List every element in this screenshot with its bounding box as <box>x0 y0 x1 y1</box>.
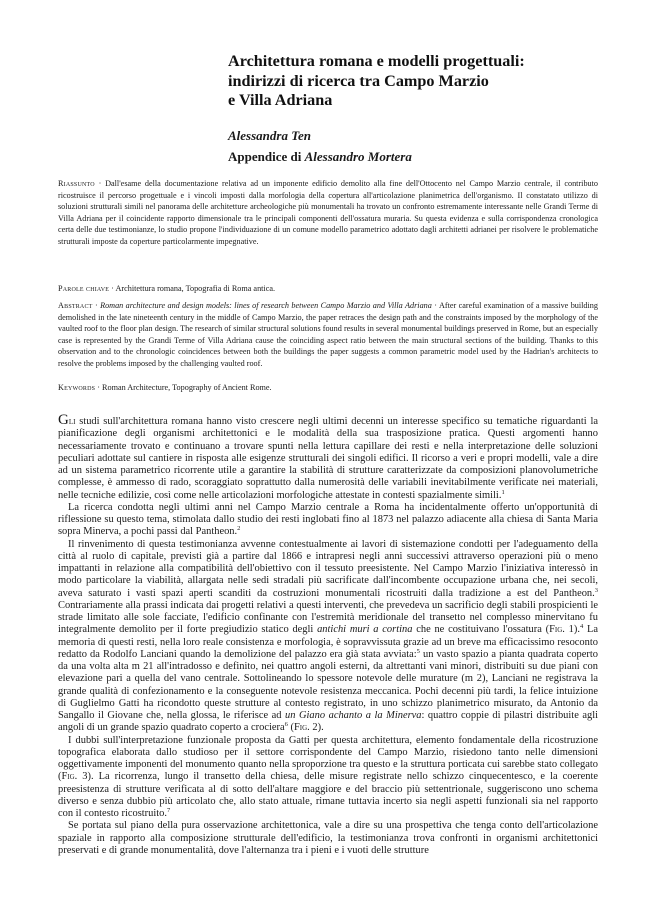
parole-chiave-separator: · <box>109 284 116 293</box>
body-paragraph-5 <box>58 820 598 857</box>
keywords-paragraph <box>58 382 598 394</box>
paragraph-3-text-b: Contrariamente alla prassi indicata dai progetti relativi a questi interventi, che prevedeva un sacrificio degli stabili prospicienti le strade limitato alle sole facciate, l'edificio confinante con l'estremità meridionale del transetto nel complesso minervitano fu integralmente demolito per il forte pregiudizio statico degli <box>58 599 598 636</box>
drop-cap: G <box>58 412 69 428</box>
paragraph-3-text-a: Il rinvenimento di questa testimonianza avvenne contestualmente ai lavori di sistemazione condotti per l'adeguamento della città al ruolo di capitale, previsti già a partire dal 1866 e intrapresi negli anni successivi attraverso operazioni più o meno impattanti in relazione alla compatibilità dell'obiettivo con il tessuto preesistente. Nel Campo Marzio l'iniziativa interessò in modo particolare la viabilità, allargata nelle sedi stradali più sacrificate dall'incombente occupazione urbana che, nei secoli, aveva saturato i vasti spazi aperti scanditi da costruzioni monumentali ricostruiti dalla tradizione a est del Pantheon. <box>58 538 598 599</box>
paragraph-3-text-d: ). <box>573 624 580 636</box>
body-paragraph-4 <box>58 735 598 821</box>
keywords-separator: · <box>95 383 103 392</box>
abstract-section <box>58 300 598 370</box>
keywords-label: Keywords <box>58 383 96 392</box>
author-name: Alessandra Ten <box>228 127 311 143</box>
keywords-text: Roman Architecture, Topography of Ancient Rome. <box>102 383 272 392</box>
footnote-ref-7[interactable]: 7 <box>167 807 171 814</box>
appendix-author: Alessandro Mortera <box>304 148 412 164</box>
paragraph-4-text-b: ). La ricorrenza, lungo il transetto della chiesa, delle misure registrate nello schizzo cinquecentesco, e la coerente preesistenza di strutture verificata al di sotto dell'altare maggiore e del braccio più settentrionale, suggeriscono uno schema diverso e senza dubbio più articolato che, allo stato attuale, rimane tuttavia incerto sia negli aspetti funzionali sia nel rapporto con il contesto ricostruito. <box>58 771 598 819</box>
footnote-ref-4[interactable]: 4 <box>579 623 584 631</box>
abstract-label: Abstract <box>58 301 93 310</box>
riassunto-separator: · <box>94 179 106 188</box>
body-text <box>58 414 598 857</box>
abstract-separator: · <box>92 301 101 310</box>
title-line-2: indirizzi di ricerca tra Campo Marzio <box>228 71 489 90</box>
appendix-prefix: Appendice di <box>228 148 305 164</box>
paragraph-3-text-e: La memoria di questi resti, nella loro reale consistenza e morfologia, è sopravvissuta grazie ad un breve ma efficacissimo resoconto redatto da Rodolfo Lanciani quando la demolizione del palazzo era già stata avviata: <box>58 624 599 660</box>
parole-chiave-section <box>58 283 598 295</box>
paragraph-3-text-g: : quattro coppie di pilastri distribuite agli angoli di un grande spazio quadrato coperto a crociera <box>58 710 598 734</box>
riassunto-paragraph <box>58 178 598 248</box>
paragraph-5-text: Se portata sul piano della pura osservazione architettonica, vale a dire su una prospettiva che tenga conto dell'articolazione spaziale in rapporto alla composizione strutturale dell'edificio, la testimonianza trova confronti in organismi architettonici preservati e di grande monumentalità, dove l'alternanza tra i pieni e i vuoti delle strutture <box>58 820 598 856</box>
title-line-1: Architettura romana e modelli progettuali: <box>228 52 525 70</box>
title-block <box>228 52 608 165</box>
parole-chiave-paragraph <box>58 283 598 295</box>
abstract-title: Roman architecture and design models: lines of research between Campo Marzio and Villa Adriana <box>100 301 432 310</box>
body-paragraph-1 <box>58 414 598 502</box>
quoted-phrase-giano: un Giano achanto a la Minerva <box>285 710 422 721</box>
footnote-ref-6[interactable]: 6 <box>284 721 288 729</box>
body-paragraph-3 <box>58 539 598 735</box>
figure-ref-3[interactable]: Fig. 3 <box>61 771 88 783</box>
footnote-ref-3[interactable]: 3 <box>594 586 598 594</box>
paragraph-3-text-h: ( <box>287 722 294 734</box>
paragraph-2-text: La ricerca condotta negli ultimi anni nel Campo Marzio centrale a Roma ha incidentalmente offerto un'opportunità di riflessione su questo tema, stimolata dallo studio dei resti inglobati fino al 1873 nel palazzo adiacente alla chiesa di Santa Maria sopra Minerva, a pochi passi dal Pantheon. <box>58 501 598 538</box>
figure-ref-2[interactable]: Fig. 2 <box>293 722 318 734</box>
footnote-ref-2[interactable]: 2 <box>237 525 241 533</box>
title-line-3: e Villa Adriana <box>228 91 333 109</box>
opening-small-caps: li <box>68 416 76 427</box>
article-title <box>228 52 608 111</box>
paragraph-3-text-c: che ne costituivano l'ossatura ( <box>412 624 550 636</box>
riassunto-section <box>58 178 598 248</box>
paragraph-4-text-a: I dubbi sull'interpretazione funzionale proposta da Gatti per questa architettura, elemento fondamentale della ricostruzione topografica elaborata dallo studioso per il settore corrispondente del Campo Marzio, risiedono tanto nelle dimensioni oggettivamente imponenti del monumento quanto nella sproporzione tra questo e la struttura porticata cui sarebbe stato collegato ( <box>58 734 598 783</box>
abstract-text: · After careful examination of a massive building demolished in the late nineteenth century in the middle of Campo Marzio, the paper retraces the design path and the constraints imposed by the morphology of the vaulted roof to the floor plan design. The research of similar structural solutions found results in several monumental buildings preserved in Rome, but an especially case is represented by the Grandi Terme of Villa Adriana cause the coinciding aspect ratio between the main structural sections of the building. Thanks to this observation and to the chronologic coincidences between both the buildings the paper suggests a common parametric model used by the Hadrian's architects to resolve the problems imposed by the challenging vaulted roof. <box>58 301 598 368</box>
parole-chiave-text: Architettura romana, Topografia di Roma antica. <box>115 284 276 293</box>
parole-chiave-label: Parole chiave <box>58 284 110 293</box>
footnote-ref-5[interactable]: 5 <box>416 647 420 655</box>
paragraph-1-text: studi sull'architettura romana hanno visto crescere negli ultimi decenni un interesse specifico su tematiche riguardanti la pianificazione degli organismi architettonici e le modalità della sua trasposizione pratica. Questi argomenti hanno necessariamente trovato e continuano a trovare spunti nella lettura capillare dei resti e nella interpretazione delle soluzioni peculiari adottate sul cantiere in risposta alle esigenze strutturali dei singoli edifici. Il ricorso a veri e propri modelli, vale a dire ad un sistema parametrico ricorrente utile a garantire la stabilità di strutture caratterizzate da composizioni planovolumetriche complesse, è ammesso di rado, scoraggiato soprattutto dalla numerosità delle variabili inevitabilmente verificate nei materiali, nelle tecniche edilizie, così come nelle articolazioni morfologiche attestate in contesti spazialmente simili. <box>58 416 598 501</box>
keywords-section <box>58 382 598 394</box>
quoted-phrase-muri: antichi muri a cortina <box>317 624 413 636</box>
body-paragraph-2 <box>58 502 598 539</box>
abstract-paragraph <box>58 300 598 370</box>
riassunto-text: Dall'esame della documentazione relativa ad un imponente edificio demolito alla fine dell'Ottocento nel Campo Marzio centrale, il contributo ricostruisce il percorso progettuale e i vincoli imposti dalla morfologia della copertura all'articolazione planimetrica dell'organismo. Il constatato utilizzo di soluzioni strutturali simili nel panorama delle architetture archeologiche più monumentali ha trovato un confronto estremamente interessante nelle Grandi Terme di Villa Adriana per il coincidente rapporto dimensionale tra le principali componenti dell'ossatura muraria. Su questa evidenza e sulla corrispondenza cronologica certa delle due testimonianze, lo studio propone l'individuazione di un comune modello parametrico adottato dagli architetti adrianei per risolvere le problematiche strutturali imposte da coperture particolarmente impegnative. <box>58 179 599 246</box>
paragraph-3-text-i: ). <box>317 722 324 734</box>
appendix-credit <box>228 148 608 165</box>
paragraph-3-text-f: un vasto spazio a pianta quadrata coperto da una volta alta m 21 all'intradosso e definito, nei quattro angoli esterni, da altrettanti vani minori, distribuiti su due piani con elevazione pari a quella del vano centrale. Sottolineando lo spessore notevole delle murature (m 2), Lanciani ne registrava la grande qualità di confezionamento e la conseguente notevole resistenza meccanica. Pochi decenni più tardi, la felice intuizione di Guglielmo Gatti ha ricondotto queste strutture al contesto registrato, in uno schizzo planimetrico misurato, da Antonio da Sangallo il Giovane che, nella glossa, le riferisce ad <box>58 648 598 721</box>
figure-ref-1[interactable]: Fig. 1 <box>549 624 574 636</box>
footnote-ref-1[interactable]: 1 <box>501 488 505 496</box>
riassunto-label: Riassunto <box>58 179 95 188</box>
